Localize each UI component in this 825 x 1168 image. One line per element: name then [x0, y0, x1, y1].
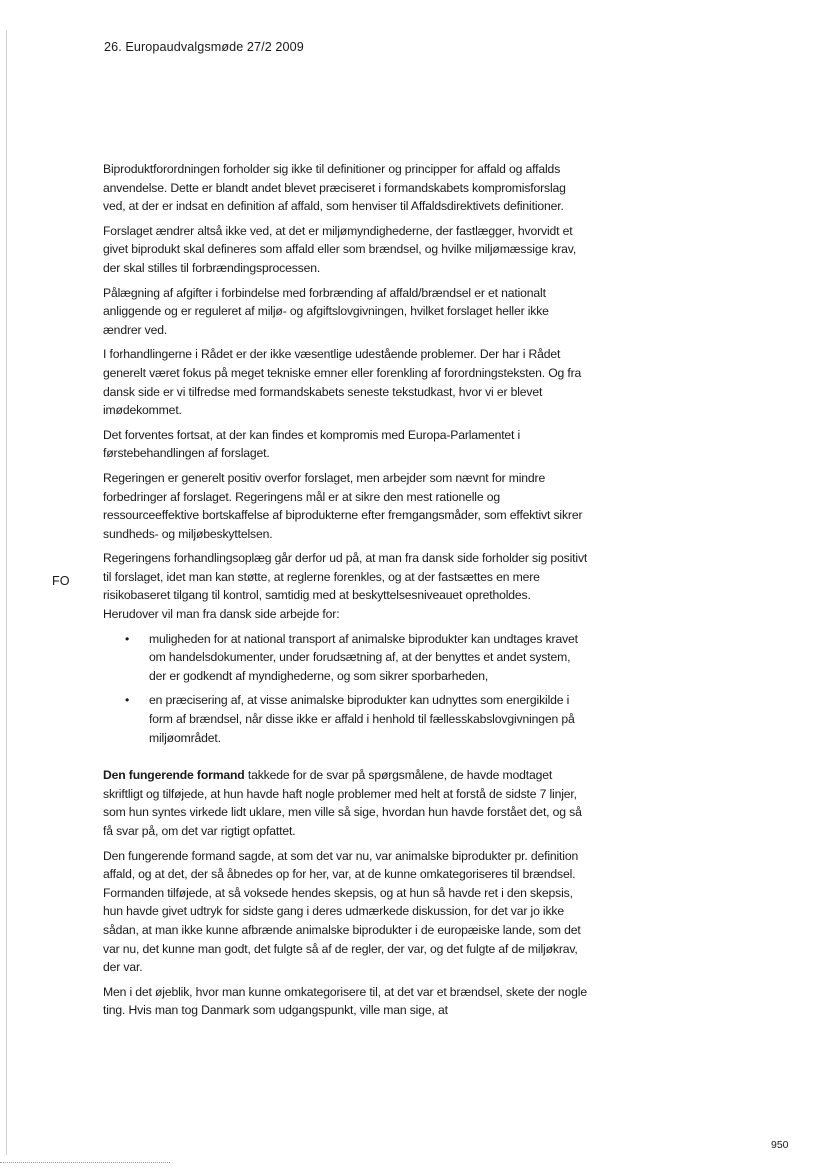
paragraph: Det forventes fortsat, at der kan findes et kompromis med Europa-Parlamentet i førstebehandlingen af forslaget. — [103, 427, 521, 461]
speaker-text: takkede for de svar på spørgsmålene, de havde modtaget skriftligt og tilføjede, at hun havde haft nogle problemer med helt at forstå de sidste 7 linjer, som hun syntes virkede lidt uklare, men ville så sige, hvordan hun havde forstået det, og så få svar på, om det var rigtigt opfattet. — [103, 768, 582, 838]
list-item-text: muligheden for at national transport af animalske biprodukter kan undtages kravet om handelsdokumenter, under forudsætning af, at der benyttes et andet system, der er godkendt af myndighederne, og som sikrer sporbarheden, — [149, 631, 578, 683]
paragraph-negotiation-mandate: Regeringens forhandlingsoplæg går derfor ud på, at man fra dansk side forholder sig positivt til forslaget, idet man kan støtte, at reglerne forenkles, og at der fastsættes en mere risikobaseret tilgang til kontrol, samtidig med at beskyttelsesniveauet opretholdes. Herudover vil man fra dansk side arbejde for: — [103, 551, 588, 622]
page-header: 26. Europaudvalgsmøde 27/2 2009 — [104, 40, 304, 54]
bullet-icon: • — [125, 693, 130, 708]
list-item-text: en præcisering af, at visse animalske biprodukter kan udnyttes som energikilde i form af brændsel, når disse ikke er affald i henhold til fællesskabslovgivningen på miljøområdet. — [149, 693, 575, 745]
speaker-paragraph — [103, 766, 589, 840]
paragraph: Pålægning af afgifter i forbindelse med forbrænding af affald/brændsel er et nationalt anliggende og er reguleret af miljø- og afgiftslovgivningen, hvilket forslaget heller ikke ændrer ved. — [103, 285, 549, 337]
scan-left-edge-line — [6, 30, 7, 1155]
list-item — [125, 691, 589, 747]
margin-note: FO — [52, 574, 70, 588]
bullet-list — [103, 630, 589, 748]
paragraph: Biproduktforordningen forholder sig ikke til definitioner og principper for affald og affalds anvendelse. Dette er blandt andet blevet præciseret i formandskabets kompromisforslag ved, at der er indsat en definition af affald, som henviser til Affaldsdirektivets definitioner. — [103, 162, 566, 214]
scan-bottom-dotted-line — [0, 1162, 170, 1164]
paragraph: Regeringen er generelt positiv overfor forslaget, men arbejder som nævnt for mindre forbedringer af forslaget. Regeringens mål er at sikre den mest rationelle og ressourceeffektive bortskaffelse af biprodukterne efter fremgangsmåder, som effektivt sikrer sundheds- og miljøbeskyttelsen. — [103, 470, 583, 541]
list-item — [125, 630, 589, 686]
paragraph: Men i det øjeblik, hvor man kunne omkategorisere til, at det var et brændsel, skete der nogle ting. Hvis man tog Danmark som udgangspunkt, ville man sige, at — [103, 984, 587, 1018]
page-number: 950 — [771, 1139, 789, 1151]
document-body — [103, 160, 589, 1026]
paragraph: Forslaget ændrer altså ikke ved, at det er miljømyndighederne, der fastlægger, hvorvidt et givet biprodukt skal defineres som affald eller som brændsel, og hvilke miljømæssige krav, der skal stilles til forbrændingsprocessen. — [103, 223, 577, 275]
speaker-name: Den fungerende formand — [103, 768, 245, 783]
paragraph: I forhandlingerne i Rådet er der ikke væsentlige udestående problemer. Der har i Rådet generelt været fokus på meget tekniske emner eller forenkling af forordningsteksten. Og fra dansk side er vi tilfredse med formandskabets seneste tekstudkast, hvor vi er blevet imødekommet. — [103, 347, 582, 418]
bullet-icon: • — [125, 631, 130, 646]
paragraph: Den fungerende formand sagde, at som det var nu, var animalske biprodukter pr. definition affald, og at det, der så åbnedes op for her, var, at de kunne omkategoriseres til brændsel. Formanden tilføjede, at så voksede hendes skepsis, og at hun så havde ret i den skepsis, hun havde givet udtryk for sidste gang i deres udmærkede diskussion, for det var jo ikke sådan, at man ikke kunne afbrænde animalske biprodukter i de europæiske lande, som det var nu, det kunne man godt, det fulgte så af de regler, der var, og det fulgte af de miljøkrav, der var. — [103, 848, 581, 975]
